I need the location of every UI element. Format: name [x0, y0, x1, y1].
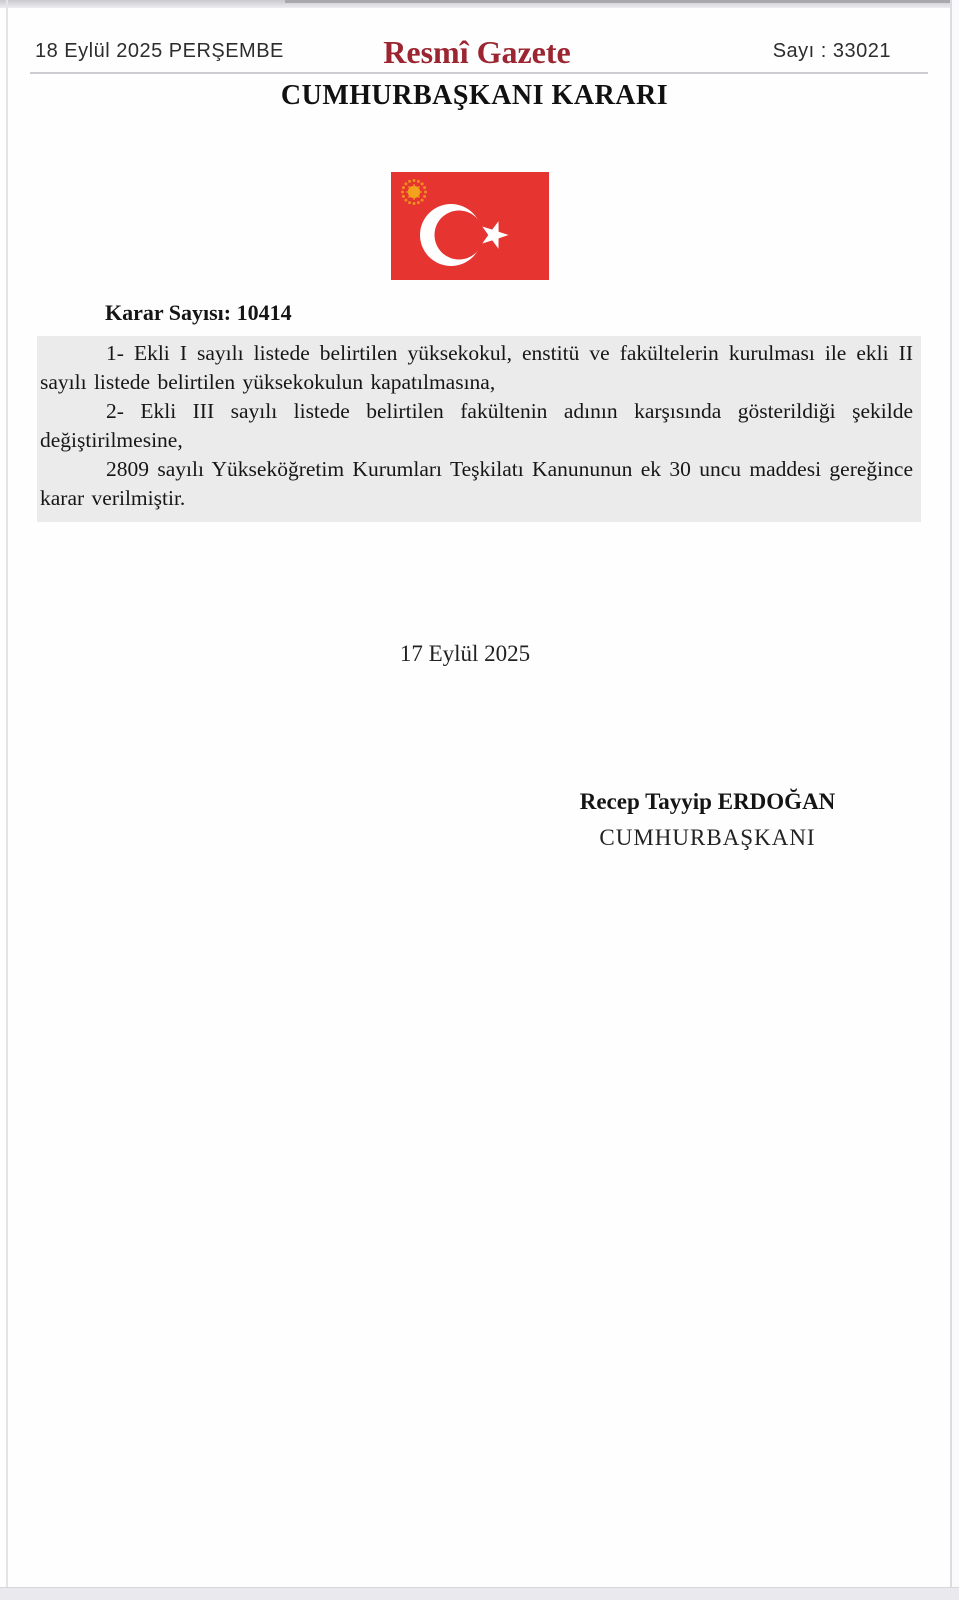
document-title: CUMHURBAŞKANI KARARI	[280, 80, 669, 111]
paragraph-1: 1- Ekli I sayılı listede belirtilen yüksekokul, enstitü ve fakültelerin kurulması ile ekli II sayılı listede belirtilen yüksekokulun kapatılmasına,	[40, 341, 913, 394]
decision-date: 17 Eylül 2025	[399, 641, 531, 666]
flag-icon	[391, 172, 549, 280]
decision-body	[37, 336, 921, 522]
scan-edge-bottom	[0, 1587, 959, 1600]
signature-block	[480, 789, 935, 851]
issue-date: 18 Eylül 2025 PERŞEMBE	[35, 40, 284, 62]
decision-number: Karar Sayısı: 10414	[105, 300, 292, 325]
masthead-title: Resmî Gazete	[383, 34, 571, 70]
issue-number: Sayı : 33021	[772, 40, 891, 62]
masthead-row	[35, 34, 919, 74]
turkish-presidential-flag	[391, 172, 549, 280]
header-divider	[30, 72, 928, 74]
paragraph-2: 2- Ekli III sayılı listede belirtilen fakültenin adının karşısında gösterildiği şekilde değiştirilmesine,	[40, 399, 913, 452]
scan-edge-right-inner	[6, 0, 8, 1600]
signatory-title: CUMHURBAŞKANI	[599, 825, 816, 850]
signatory-name: Recep Tayyip ERDOĞAN	[579, 789, 836, 814]
scan-edge-right	[950, 0, 959, 1600]
scan-edge-top-dark	[285, 0, 959, 3]
paragraph-3: 2809 sayılı Yükseköğretim Kurumları Teşkilatı Kanununun ek 30 uncu maddesi gereğince karar verilmiştir.	[40, 457, 913, 510]
